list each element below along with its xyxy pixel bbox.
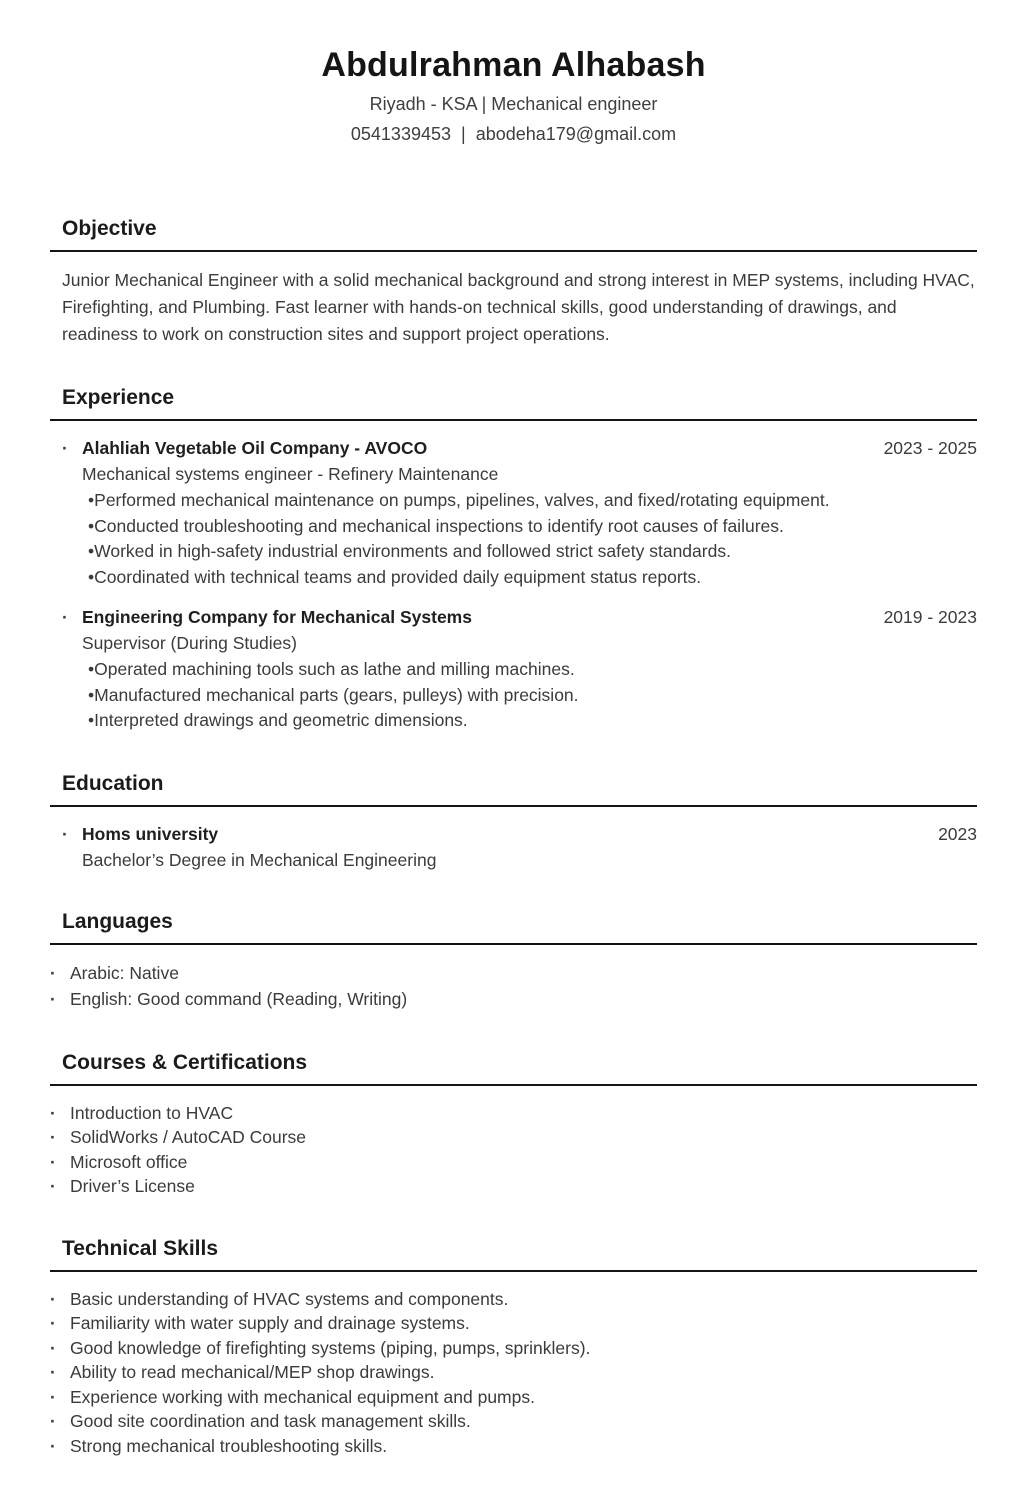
experience-detail-item: • Performed mechanical maintenance on pumps, pipelines, valves, and fixed/rotating equipment. xyxy=(88,488,977,514)
bullet-dot-icon xyxy=(50,1409,70,1434)
skill-item xyxy=(50,1409,977,1434)
skill-item-text: Good knowledge of firefighting systems (piping, pumps, sprinklers). xyxy=(70,1337,591,1358)
skill-item xyxy=(50,1385,977,1410)
skill-item xyxy=(50,1311,977,1336)
course-item-text: Introduction to HVAC xyxy=(70,1102,234,1123)
experience-entry-head xyxy=(62,436,977,460)
section-divider xyxy=(50,1270,977,1272)
bullet-dot-icon xyxy=(62,605,82,629)
company-name: Engineering Company for Mechanical Systems xyxy=(82,607,472,627)
bullet-dot-icon xyxy=(50,1174,70,1199)
experience-title: Experience xyxy=(62,386,175,409)
section-divider xyxy=(50,805,977,807)
education-title: Education xyxy=(62,771,164,795)
language-item-text: English: Good command (Reading, Writing) xyxy=(70,989,408,1009)
skill-item-text: Strong mechanical troubleshooting skills. xyxy=(70,1435,388,1456)
bullet-dot-icon xyxy=(50,960,70,987)
experience-detail-item: • Conducted troubleshooting and mechanical inspections to identify root causes of failures. xyxy=(88,514,977,540)
contact-line xyxy=(50,124,977,145)
course-item xyxy=(50,1125,977,1150)
skill-item xyxy=(50,1434,977,1459)
course-item xyxy=(50,1174,977,1199)
experience-list xyxy=(62,436,977,734)
section-skills xyxy=(50,1237,977,1459)
course-item-text: Microsoft office xyxy=(70,1151,188,1172)
skill-item-text: Familiarity with water supply and drainage systems. xyxy=(70,1313,470,1333)
bullet-dot-icon xyxy=(50,1101,70,1126)
section-divider xyxy=(50,943,977,945)
language-item xyxy=(50,986,977,1013)
language-item xyxy=(50,960,977,987)
objective-title: Objective xyxy=(62,217,157,240)
experience-entry-head xyxy=(62,605,977,629)
bullet-dot-icon xyxy=(50,1150,70,1175)
person-subtitle: Riyadh - KSA | Mechanical engineer xyxy=(369,94,658,114)
section-courses xyxy=(50,1051,977,1199)
experience-detail-item: • Operated machining tools such as lathe and milling machines. xyxy=(88,657,977,683)
bullet-dot-icon xyxy=(50,1434,70,1459)
courses-title: Courses & Certifications xyxy=(62,1050,308,1074)
phone-number: 0541339453 xyxy=(350,124,451,144)
section-divider xyxy=(50,1084,977,1086)
course-item-text: SolidWorks / AutoCAD Course xyxy=(70,1127,307,1147)
experience-detail-list xyxy=(88,488,977,590)
bullet-dot-icon xyxy=(62,822,82,846)
objective-text: Junior Mechanical Engineer with a solid mechanical background and strong interest in MEP systems, including HVAC, Firefighting, and Plumbing. Fast learner with hands-on technical skills, good understanding of drawings, and readiness to work on construction sites and support project operations. xyxy=(62,270,975,344)
person-name: Abdulrahman Alhabash xyxy=(321,46,706,84)
bullet-dot-icon xyxy=(50,1125,70,1150)
section-objective xyxy=(50,217,977,348)
skill-item-text: Good site coordination and task management skills. xyxy=(70,1411,471,1431)
bullet-dot-icon xyxy=(50,1360,70,1385)
skill-item-text: Experience working with mechanical equipment and pumps. xyxy=(70,1386,535,1407)
bullet-dot-icon xyxy=(50,1385,70,1410)
bullet-dot-icon xyxy=(50,1311,70,1336)
education-list xyxy=(62,822,977,872)
contact-separator: | xyxy=(461,124,466,144)
date-range: 2023 - 2025 xyxy=(883,438,977,458)
section-languages xyxy=(50,910,977,1013)
company-name: Alahliah Vegetable Oil Company - AVOCO xyxy=(82,438,428,458)
section-experience xyxy=(50,386,977,734)
experience-detail-item: • Manufactured mechanical parts (gears, pulleys) with precision. xyxy=(88,683,977,709)
school-name: Homs university xyxy=(82,823,219,844)
bullet-dot-icon xyxy=(62,436,82,460)
skills-title: Technical Skills xyxy=(62,1236,219,1260)
bullet-dot-icon xyxy=(50,1336,70,1361)
languages-list xyxy=(50,960,977,1013)
job-title: Mechanical systems engineer - Refinery Maintenance xyxy=(82,464,499,484)
experience-detail-list xyxy=(88,657,977,734)
resume-header xyxy=(50,46,977,145)
date-range: 2019 - 2023 xyxy=(883,607,977,627)
education-entry-head xyxy=(62,822,977,846)
section-divider xyxy=(50,250,977,252)
courses-list xyxy=(50,1101,977,1199)
experience-detail-item: • Worked in high-safety industrial environments and followed strict safety standards. xyxy=(88,539,977,565)
section-education xyxy=(50,772,977,872)
experience-detail-item: • Coordinated with technical teams and provided daily equipment status reports. xyxy=(88,565,977,591)
experience-entry xyxy=(62,605,977,734)
course-item xyxy=(50,1101,977,1126)
degree-name: Bachelor’s Degree in Mechanical Engineering xyxy=(82,849,437,870)
skill-item xyxy=(50,1287,977,1312)
skill-item-text: Ability to read mechanical/MEP shop drawings. xyxy=(70,1362,435,1382)
bullet-dot-icon xyxy=(50,1287,70,1312)
skill-item xyxy=(50,1336,977,1361)
graduation-year: 2023 xyxy=(938,823,977,844)
languages-title: Languages xyxy=(62,909,173,933)
course-item xyxy=(50,1150,977,1175)
experience-detail-item: • Interpreted drawings and geometric dimensions. xyxy=(88,708,977,734)
job-title: Supervisor (During Studies) xyxy=(82,633,297,653)
course-item-text: Driver’s License xyxy=(70,1176,195,1196)
skills-list xyxy=(50,1287,977,1459)
skill-item-text: Basic understanding of HVAC systems and components. xyxy=(70,1288,509,1309)
experience-entry xyxy=(62,436,977,590)
section-divider xyxy=(50,419,977,421)
education-entry xyxy=(62,822,977,872)
skill-item xyxy=(50,1360,977,1385)
language-item-text: Arabic: Native xyxy=(70,962,179,983)
email-address: abodeha179@gmail.com xyxy=(475,124,677,144)
bullet-dot-icon xyxy=(50,986,70,1013)
